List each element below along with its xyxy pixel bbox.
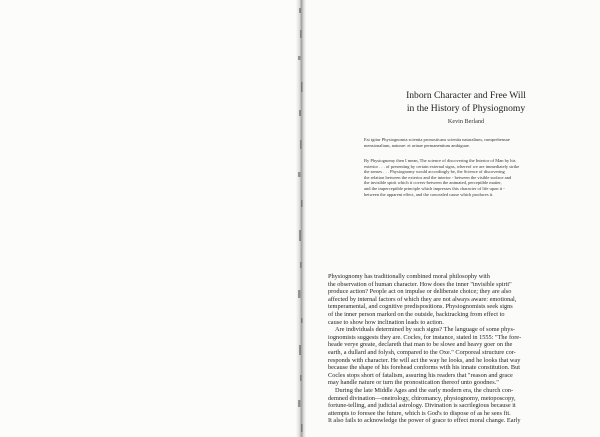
body-line: may handle nature or turn the pronostication thereof unto goodnes." xyxy=(328,379,499,387)
latin-epigraph xyxy=(364,137,592,148)
body-line: It also fails to acknowledge the power of grace to effect moral change. Early xyxy=(328,417,521,425)
body-line: because the shape of his forehead conforms with his innate constitution. But xyxy=(328,364,521,372)
body-line: Are individuals determined by such signs? The language of some phys- xyxy=(335,326,516,334)
epigraph-line: and the imperceptible principle which impresses this character of life upon it - xyxy=(364,185,505,191)
body-line: demned divination—oneirology, chiromancy, physiognomy, metoposcopy, xyxy=(328,394,516,402)
body-paragraphs xyxy=(328,273,598,425)
body-line: iognomists suggests they are. Cocles, for instance, stated in 1555: "The fore- xyxy=(328,333,522,341)
book-gutter xyxy=(296,0,306,437)
body-line: temperamental, and cognitive predispositions. Physiognomists seek signs xyxy=(328,303,513,311)
epigraph-line: Est igitur Physiognomia scientia pronosticans scientia naturalium, cumprehensae xyxy=(364,137,510,142)
lavater-epigraph xyxy=(364,158,592,197)
chapter-title-line-2: in the History of Physiognomy xyxy=(406,103,526,114)
epigraph-line: By Physiognomy then I mean, The science of discovering the Interior of Man by his xyxy=(364,158,516,163)
body-line: produce action? People act on impulse or deliberate choice; they are also xyxy=(328,288,512,296)
chapter-title-line-1: Inborn Character and Free Will xyxy=(406,90,526,101)
author-name: Kevin Berland xyxy=(447,118,485,125)
body-line: of the inner person marked on the outside, backtracking from effect to xyxy=(328,310,505,318)
body-line: earth, a dullard and folysh, compared to the Oxe." Corporeal structure cor- xyxy=(328,348,516,356)
epigraph-line: exterior . . . of presenting by certain external signs, whereof we are immediately strike xyxy=(364,163,520,169)
right-text-page xyxy=(306,0,600,437)
body-line: heade verye greate, declareth that man to be slowe and heavy goer on the xyxy=(328,341,513,349)
body-line: attempts to foresee the future, which is God's to dispose of as he sees fit. xyxy=(328,409,511,417)
epigraph-line: the senses . . . Physiognomy would accordingly be, the Science of discovering xyxy=(364,169,505,175)
body-line: responds with character. He will act the way he looks, and he looks that way xyxy=(328,356,521,364)
body-line: Cocles stops short of fatalism, assuring his readers that "reason and grace xyxy=(328,371,513,379)
body-line: affected by internal factors of which they are not always aware: emotional, xyxy=(328,295,517,303)
epigraph-line: the invisible spirit which it covers-between the animated, perceptible matter, xyxy=(364,180,502,186)
epigraph-line: the relation between the exterior and the interior - between the visible surface and xyxy=(364,174,512,180)
body-line: cause to show how inclination leads to action. xyxy=(328,318,444,326)
epigraph-line: mensionalium, naturae: et urinae permanentium ambiguae. xyxy=(364,142,470,148)
body-line: During the late Middle Ages and the early modern era, the church con- xyxy=(335,386,514,394)
body-line: Physiognomy has traditionally combined moral philosophy with xyxy=(328,273,490,280)
body-line: the observation of human character. How does the inner "invisible spirit" xyxy=(328,280,512,288)
epigraph-line: between the apparent effect, and the concealed cause which produces it. xyxy=(364,191,494,197)
body-line: fortune-telling, and judicial astrology. Divination is sacrilegious because it xyxy=(328,402,516,410)
